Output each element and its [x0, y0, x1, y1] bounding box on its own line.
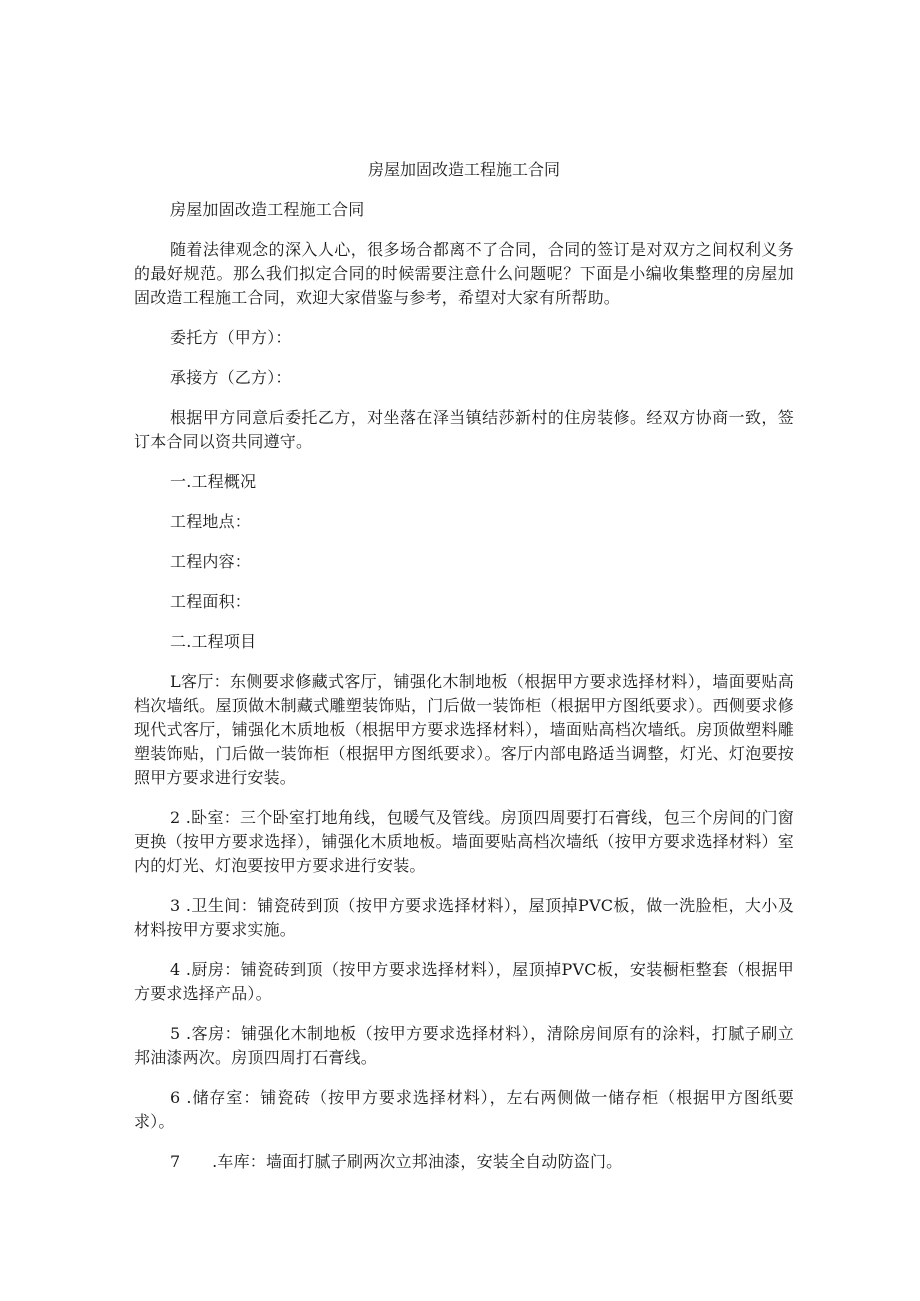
intro-paragraph: 随着法律观念的深入人心，很多场合都离不了合同，合同的签订是对双方之间权利义务的最好规范。那么我们拟定合同的时候需要注意什么问题呢？下面是小编收集整理的房屋加固改造工程施工合同，欢迎大家借鉴与参考，希望对大家有所帮助。 — [134, 240, 794, 307]
item-garage: 7 .车库：墙面打腻子刷两次立邦油漆，安装全自动防盗门。 — [170, 1152, 623, 1171]
document-title: 房屋加固改造工程施工合同 — [367, 160, 560, 179]
item-kitchen: 4 .厨房：铺瓷砖到顶（按甲方要求选择材料），屋顶掉PVC板，安装橱柜整套（根据甲方要求选择产品）。 — [134, 960, 794, 1003]
document-page — [134, 150, 794, 1190]
project-content-line: 工程内容： — [170, 552, 252, 571]
section-heading-items: 二.工程项目 — [170, 632, 257, 651]
item-living-room: L客厅：东侧要求修藏式客厅，铺强化木制地板（根据甲方要求选择材料），墙面要贴高档次墙纸。屋顶做木制藏式雕塑装饰贴，门后做一装饰柜（根据甲方图纸要求）。西侧要求修现代式客厅，铺强化木质地板（根据甲方要求选择材料），墙面贴高档次墙纸。房顶做塑料雕塑装饰贴，门后做一装饰柜（根据甲方图纸要求）。客厅内部电路适当调整，灯光、灯泡要按照甲方要求进行安装。 — [134, 672, 794, 787]
item-bedroom: 2 .卧室：三个卧室打地角线，包暖气及管线。房顶四周要打石膏线，包三个房间的门窗更换（按甲方要求选择），铺强化木质地板。墙面要贴高档次墙纸（按甲方要求选择材料）室内的灯光、灯泡要按甲方要求进行安装。 — [134, 808, 794, 875]
item-storage-room: 6 .储存室：铺瓷砖（按甲方要求选择材料），左右两侧做一储存柜（根据甲方图纸要求）。 — [134, 1088, 794, 1131]
section-heading-overview: 一.工程概况 — [170, 472, 257, 491]
item-bathroom: 3 .卫生间：铺瓷砖到顶（按甲方要求选择材料），屋顶掉PVC板，做一洗脸柜，大小及材料按甲方要求实施。 — [134, 896, 794, 939]
party-a-line: 委托方（甲方）： — [170, 328, 292, 347]
item-guest-room: 5 .客房：铺强化木制地板（按甲方要求选择材料），清除房间原有的涂料，打腻子刷立邦油漆两次。房顶四周打石膏线。 — [134, 1024, 794, 1067]
agreement-paragraph: 根据甲方同意后委托乙方，对坐落在泽当镇结莎新村的住房装修。经双方协商一致，签订本合同以资共同遵守。 — [134, 408, 794, 451]
project-area-line: 工程面积： — [170, 592, 252, 611]
subtitle-paragraph: 房屋加固改造工程施工合同 — [170, 200, 365, 219]
project-location-line: 工程地点： — [170, 512, 252, 531]
party-b-line: 承接方（乙方）： — [170, 368, 292, 387]
